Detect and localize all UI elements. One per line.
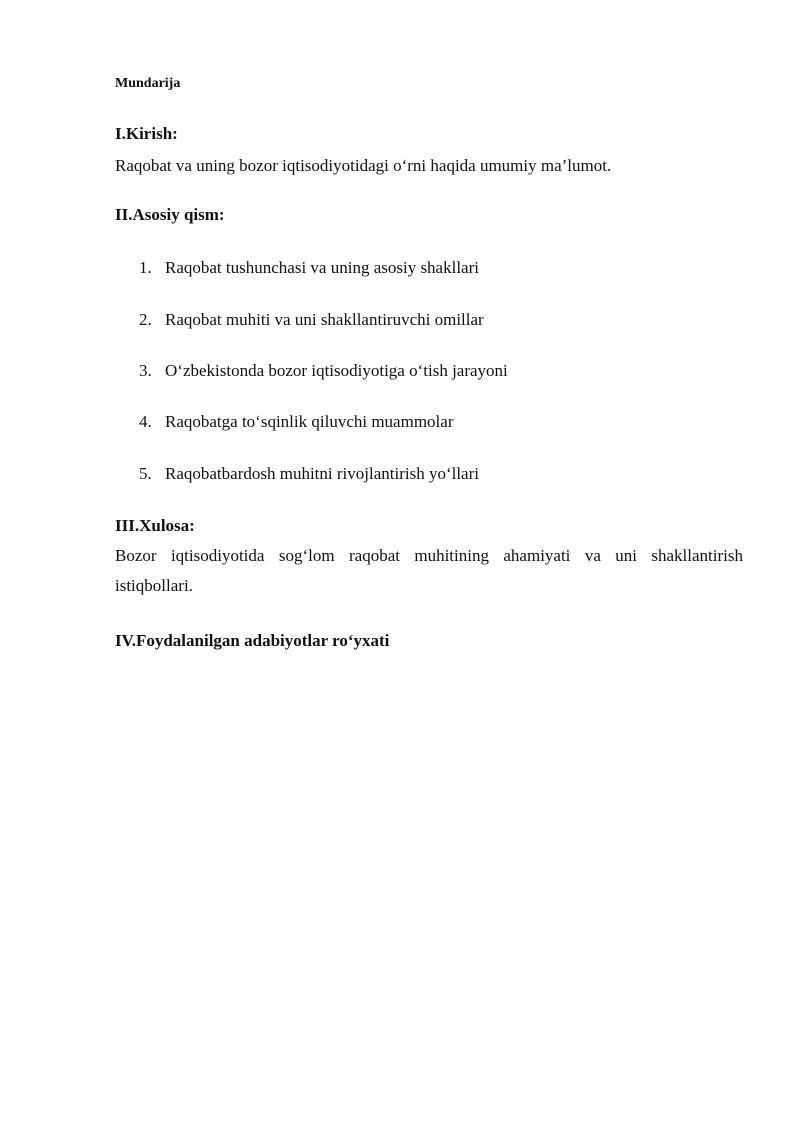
list-item — [139, 361, 508, 381]
list-item-number: 3. — [139, 361, 152, 380]
section-heading-references: IV.Foydalanilgan adabiyotlar ro‘yxati — [115, 631, 390, 650]
list-item — [139, 258, 479, 278]
section-heading-main: II.Asosiy qism: — [115, 205, 225, 224]
section-heading-intro: I.Kirish: — [115, 124, 178, 143]
section-heading-conclusion: III.Xulosa: — [115, 516, 195, 535]
list-item — [139, 310, 484, 330]
list-item — [139, 464, 479, 484]
list-item-text: Raqobat muhiti va uni shakllantiruvchi omillar — [165, 310, 484, 329]
list-item — [139, 412, 453, 432]
section-text-intro: Raqobat va uning bozor iqtisodiyotidagi o‘rni haqida umumiy ma’lumot. — [115, 156, 612, 175]
list-item-number: 4. — [139, 412, 152, 431]
section-text-conclusion: Bozor iqtisodiyotida sog‘lom raqobat muhitining ahamiyati va uni shakllantirish istiqbollari. — [115, 546, 743, 595]
list-item-number: 5. — [139, 464, 152, 483]
list-item-text: Raqobat tushunchasi va uning asosiy shakllari — [165, 258, 479, 277]
list-item-number: 2. — [139, 310, 152, 329]
list-item-text: Raqobatbardosh muhitni rivojlantirish yo‘llari — [165, 464, 479, 483]
toc-title: Mundarija — [115, 76, 181, 91]
list-item-text: O‘zbekistonda bozor iqtisodiyotiga o‘tish jarayoni — [165, 361, 508, 380]
list-item-number: 1. — [139, 258, 152, 277]
list-item-text: Raqobatga to‘sqinlik qiluvchi muammolar — [165, 412, 454, 431]
